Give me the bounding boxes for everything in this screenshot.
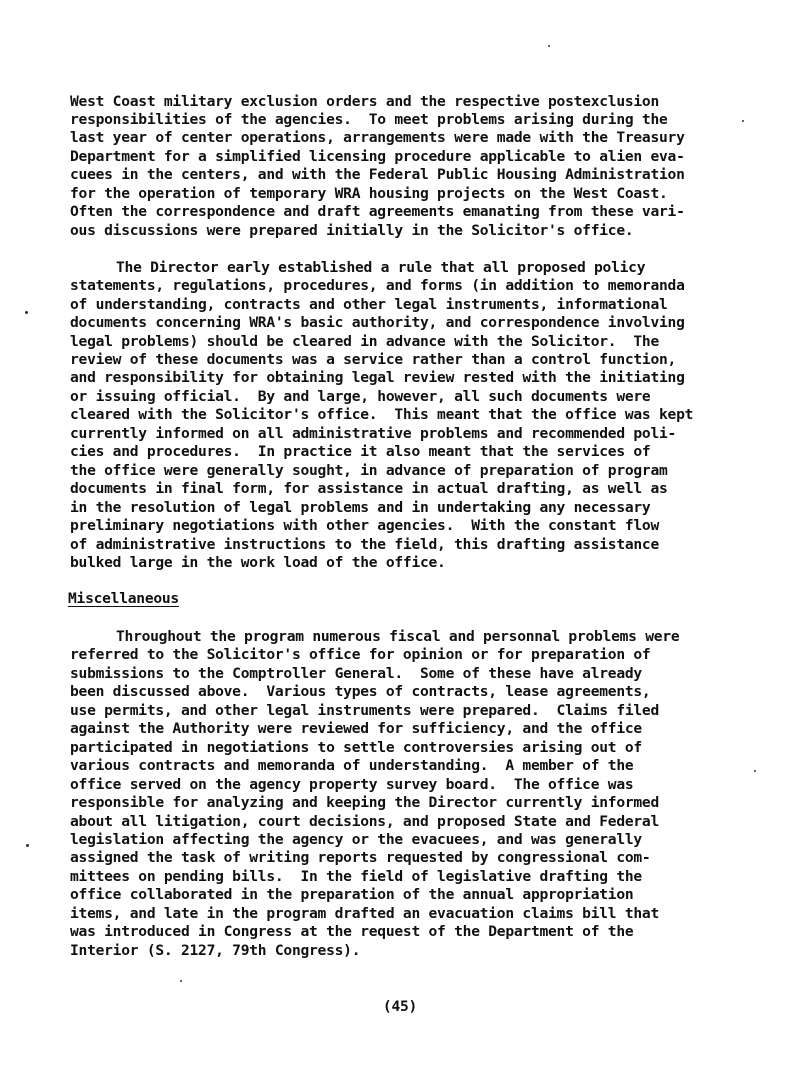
paragraph-line: documents in final form, for assistance in actual drafting, as well as [70,480,668,497]
paragraph-line: and responsibility for obtaining legal review rested with the initiating [70,369,685,386]
paragraph-line: documents concerning WRA's basic authority, and correspondence involving [70,314,685,331]
paragraph-line: preliminary negotiations with other agencies. With the constant flow [70,517,659,534]
scan-speck [742,120,744,122]
scan-speck [180,980,182,982]
paragraph-line: cuees in the centers, and with the Federal Public Housing Administration [70,166,685,183]
page-number: (45) [382,998,418,1015]
paragraph-line: West Coast military exclusion orders and the respective postexclusion [70,93,659,110]
paragraph-line: referred to the Solicitor's office for opinion or for preparation of [70,646,651,663]
paragraph-line: about all litigation, court decisions, and proposed State and Federal [70,813,659,830]
paragraph-line: was introduced in Congress at the request of the Department of the [70,923,634,940]
paragraph-line: of administrative instructions to the field, this drafting assistance [70,536,659,553]
paragraph-line: submissions to the Comptroller General. Some of these have already [70,665,642,682]
paragraph-line: of understanding, contracts and other legal instruments, informational [70,296,668,313]
paragraph-line: Throughout the program numerous fiscal and personnal problems were [116,628,680,645]
scan-speck [754,770,756,772]
paragraph-line: Department for a simplified licensing procedure applicable to alien eva- [70,148,685,165]
paragraph-line: items, and late in the program drafted an evacuation claims bill that [70,905,659,922]
paragraph-line: bulked large in the work load of the office. [70,554,446,571]
paragraph-line: mittees on pending bills. In the field of legislative drafting the [70,868,642,885]
paragraph-line: legal problems) should be cleared in advance with the Solicitor. The [70,333,659,350]
paragraph-line: statements, regulations, procedures, and forms (in addition to memoranda [70,277,685,294]
paragraph-line: cies and procedures. In practice it also meant that the services of [70,443,651,460]
paragraph-line: for the operation of temporary WRA housing projects on the West Coast. [70,185,668,202]
scan-speck [548,45,550,47]
paragraph-line: responsibilities of the agencies. To meet problems arising during the [70,111,668,128]
paragraph-line: legislation affecting the agency or the evacuees, and was generally [70,831,642,848]
paragraph-line: participated in negotiations to settle controversies arising out of [70,739,642,756]
paragraph-line: use permits, and other legal instruments were prepared. Claims filed [70,702,659,719]
paragraph-line: Often the correspondence and draft agreements emanating from these vari- [70,203,685,220]
scan-speck [25,311,28,314]
scan-speck [26,844,29,847]
section-heading: Miscellaneous [68,590,179,607]
paragraph-line: in the resolution of legal problems and in undertaking any necessary [70,499,651,516]
paragraph-line: or issuing official. By and large, however, all such documents were [70,388,651,405]
paragraph-line: currently informed on all administrative problems and recommended poli- [70,425,677,442]
paragraph-line: Interior (S. 2127, 79th Congress). [70,942,361,959]
paragraph-line: office served on the agency property survey board. The office was [70,776,634,793]
paragraph-line: been discussed above. Various types of contracts, lease agreements, [70,683,651,700]
paragraph-line: cleared with the Solicitor's office. This meant that the office was kept [70,406,694,423]
paragraph-line: responsible for analyzing and keeping the Director currently informed [70,794,659,811]
paragraph-line: last year of center operations, arrangements were made with the Treasury [70,129,685,146]
paragraph-line: ous discussions were prepared initially in the Solicitor's office. [70,222,634,239]
paragraph-line: the office were generally sought, in advance of preparation of program [70,462,668,479]
paragraph-line: review of these documents was a service rather than a control function, [70,351,677,368]
paragraph-line: assigned the task of writing reports requested by congressional com- [70,849,651,866]
paragraph-line: against the Authority were reviewed for sufficiency, and the office [70,720,642,737]
paragraph-line: office collaborated in the preparation of the annual appropriation [70,886,634,903]
paragraph-line: The Director early established a rule that all proposed policy [116,259,646,276]
paragraph-line: various contracts and memoranda of understanding. A member of the [70,757,634,774]
